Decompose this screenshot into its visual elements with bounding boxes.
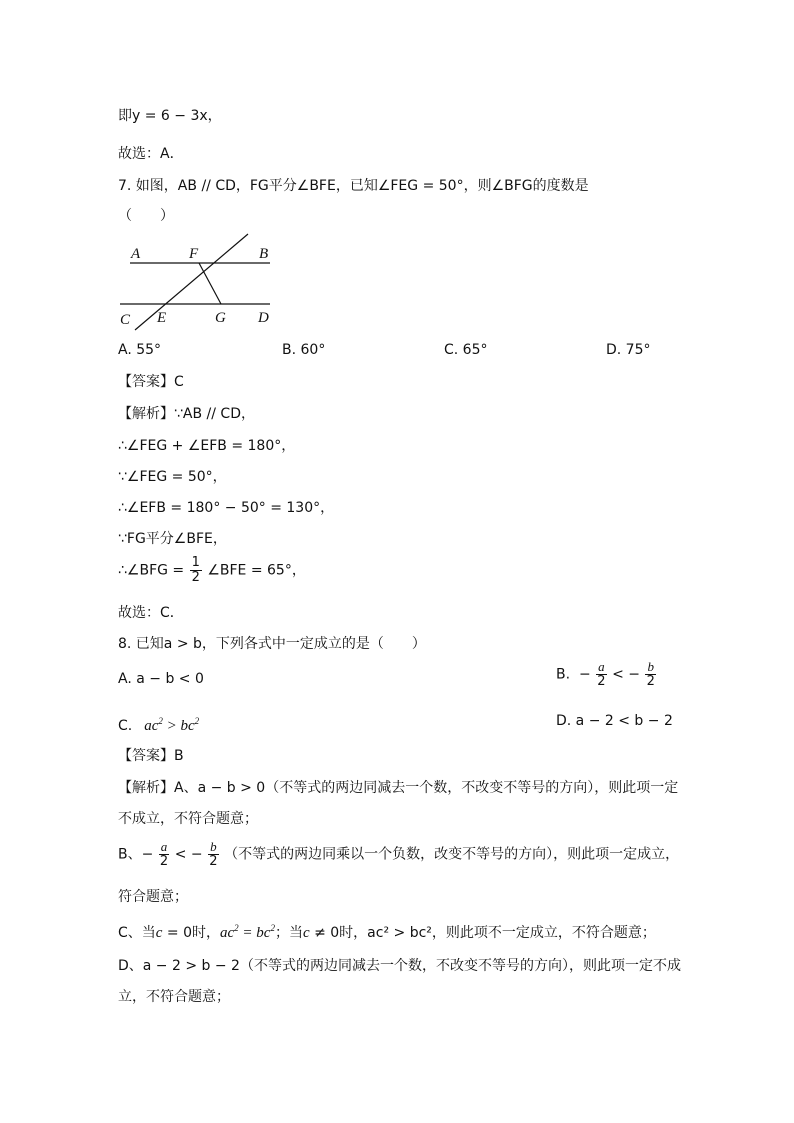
fraction-explain-a-denominator: 2 bbox=[159, 854, 169, 869]
explanation-8-b-line-2: 符合题意； bbox=[118, 889, 188, 905]
explanation-7-line-4: ∴∠EFB = 180° − 50° = 130°， bbox=[118, 500, 335, 516]
explanation-8-a-line-1: 【解析】A、a − b > 0（不等式的两边同减去一个数，不改变不等号的方向），则此项一定 bbox=[118, 780, 679, 796]
explanation-8-c-text: 时，ac² > bc²，则此项不一定成立，不符合题意； bbox=[339, 925, 656, 941]
answer-8: 【答案】B bbox=[118, 748, 184, 764]
q8-option-b-label: B. bbox=[556, 666, 571, 683]
explanation-8-d-line-2: 立，不符合题意； bbox=[118, 989, 230, 1005]
fraction-explain-a-numerator: a bbox=[160, 839, 168, 854]
fraction-b-denominator: 2 bbox=[646, 674, 655, 689]
explanation-8-b-line-1: B、− $\frac{a}{2}$ < − $\frac{b}{2}$ （不等式的两边同乘以一个负数，改变不等号的方向），则此项一定成立， bbox=[118, 839, 680, 869]
q8-option-d: D. a − 2 < b − 2 bbox=[556, 713, 673, 729]
question-7-paren: （ ） bbox=[118, 208, 174, 224]
q7-option-b: B. 60° bbox=[282, 342, 326, 358]
q8-option-c: C. $ac^2 > bc^2$ bbox=[118, 716, 200, 734]
fraction-a-over-2-explain bbox=[159, 840, 170, 869]
fraction-a-over-2 bbox=[596, 660, 607, 689]
fraction-explain-b-numerator: b bbox=[210, 839, 217, 854]
explanation-7-line-5: ∵FG平分∠BFE， bbox=[118, 531, 227, 547]
label-f: F bbox=[189, 246, 199, 262]
explanation-8-c: C、当c = 0时，$ac^2 = bc^2$；当c ≠ 0时，ac² > bc²，则此项不一定成立，不符合题意； bbox=[118, 923, 656, 941]
label-e: E bbox=[157, 310, 167, 326]
text-line-y-equation: 即y = 6 − 3x， bbox=[118, 108, 222, 124]
fraction-numerator: 1 bbox=[191, 555, 200, 570]
fraction-b-over-2 bbox=[645, 660, 656, 689]
bisector-fg bbox=[199, 263, 221, 304]
fraction-denominator: 2 bbox=[191, 570, 200, 585]
fraction-a-numerator: a bbox=[598, 659, 605, 674]
explanation-7-line-6-end: ∠BFE = 65°， bbox=[207, 562, 306, 579]
fraction-one-half bbox=[190, 556, 202, 585]
explanation-8-a-line-2: 不成立，不符合题意； bbox=[118, 811, 258, 827]
explanation-7-line-6 bbox=[118, 556, 306, 585]
explanation-7-line-7: 故选：C． bbox=[118, 605, 184, 621]
q8-option-c-label: C. bbox=[118, 718, 133, 734]
explanation-7-line-6-start: ∴∠BFG = bbox=[118, 562, 185, 579]
answer-7: 【答案】C bbox=[118, 374, 184, 390]
q7-option-d: D. 75° bbox=[606, 342, 651, 358]
text-line-choice-a: 故选：A． bbox=[118, 146, 184, 162]
q7-option-c: C. 65° bbox=[444, 342, 488, 358]
parallel-lines-figure bbox=[115, 232, 280, 332]
explanation-8-b-text: （不等式的两边同乘以一个负数，改变不等号的方向），则此项一定成立， bbox=[224, 846, 680, 863]
fraction-b-numerator: b bbox=[647, 659, 654, 674]
fraction-b-over-2-explain bbox=[208, 840, 219, 869]
label-a: A bbox=[131, 246, 141, 262]
fraction-a-denominator: 2 bbox=[597, 674, 606, 689]
explanation-8-d-line-1: D、a − 2 > b − 2（不等式的两边同减去一个数，不改变不等号的方向），则此项一定不成 bbox=[118, 958, 681, 974]
q7-option-a: A. 55° bbox=[118, 342, 162, 358]
q8-option-b: B. − $\frac{a}{2}$ < − $\frac{b}{2}$ bbox=[556, 659, 655, 689]
explanation-7-line-2: ∴∠FEG + ∠EFB = 180°， bbox=[118, 438, 296, 454]
q8-option-a: A. a − b < 0 bbox=[118, 671, 204, 687]
question-8-stem: 8. 已知a > b，下列各式中一定成立的是（ ） bbox=[118, 636, 426, 652]
label-g: G bbox=[215, 310, 226, 326]
label-d: D bbox=[258, 310, 269, 326]
fraction-explain-b-denominator: 2 bbox=[209, 854, 218, 869]
explanation-7-line-3: ∵∠FEG = 50°， bbox=[118, 469, 227, 485]
label-b: B bbox=[259, 246, 269, 262]
label-c: C bbox=[120, 312, 131, 328]
question-7-stem: 7. 如图，AB // CD，FG平分∠BFE，已知∠FEG = 50°，则∠BFG的度数是 bbox=[118, 178, 589, 194]
explanation-7-line-1: 【解析】∵AB // CD， bbox=[118, 406, 255, 422]
